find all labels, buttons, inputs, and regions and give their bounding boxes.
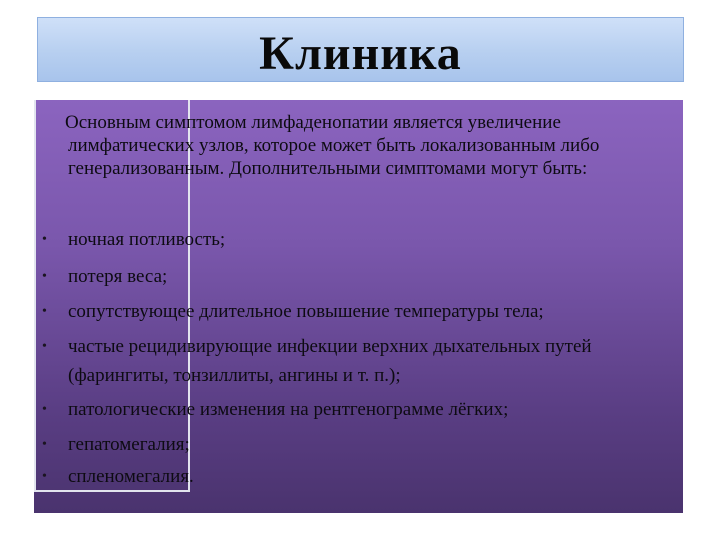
list-item-text: потеря веса; bbox=[68, 266, 168, 287]
list-item bbox=[42, 225, 678, 254]
list-item-text: сопутствующее длительное повышение температуры тела; bbox=[68, 301, 544, 322]
bullet-icon: • bbox=[42, 339, 47, 354]
list-item bbox=[42, 395, 678, 424]
intro-paragraph: Основным симптомом лимфаденопатии является увеличение лимфатических узлов, которое может быть локализованным либо генерализованным. Дополнительными симптомами могут быть: bbox=[65, 112, 600, 179]
bullet-icon: • bbox=[42, 437, 47, 452]
list-item bbox=[42, 332, 678, 390]
list-item-text: частые рецидивирующие инфекции верхних дыхательных путей (фарингиты, тонзиллиты, ангины и т. п.); bbox=[68, 336, 592, 386]
bullet-icon: • bbox=[42, 469, 47, 484]
list-item-text: ночная потливость; bbox=[68, 229, 226, 250]
bullet-icon: • bbox=[42, 304, 47, 319]
slide-title: Клиника bbox=[259, 27, 462, 80]
list-item-text: патологические изменения на рентгенограмме лёгких; bbox=[68, 399, 509, 420]
bullet-icon: • bbox=[42, 232, 47, 247]
bullet-icon: • bbox=[42, 269, 47, 284]
list-item bbox=[42, 297, 678, 326]
list-item bbox=[42, 462, 678, 491]
bullet-icon: • bbox=[42, 402, 47, 417]
list-item bbox=[42, 430, 678, 459]
list-item-text: гепатомегалия; bbox=[68, 434, 190, 455]
list-item-text: спленомегалия. bbox=[68, 466, 194, 487]
list-item bbox=[42, 262, 678, 291]
